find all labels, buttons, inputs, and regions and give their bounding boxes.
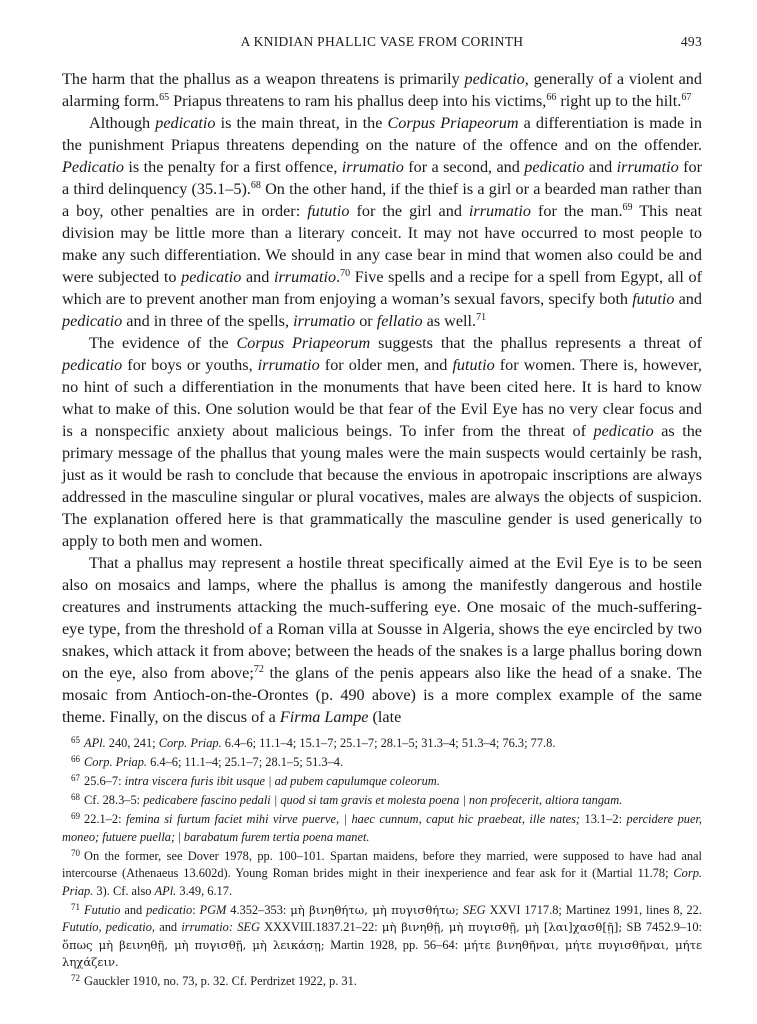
footnote-71: $^{71}$ Fututio and pedicatio: PGM 4.352–353: μὴ βινηθήτω, μὴ πυγισθήτω; SEG XXVI 1717.8; Martinez 1991, lines 8, 22. Fututio, pedicatio, and irrumatio: SEG XXXVIII.1837.21–22: μὴ βινηθῇ, μὴ πυγισθῇ, μὴ [λαι]χασθ[ῇ]; SB 7452.9–10: ὅπως μὴ βεινηθῇ, μὴ πυγισθῇ, μὴ λεικάσῃ; Martin 1928, pp. 56–64: μήτε βινηθῆναι, μήτε πυγισθῆναι, μήτε ληχάζειν. [62,901,703,970]
footnote-ref-71[interactable]: 71 [476,312,487,323]
footnotes [62,735,702,991]
footnote-65: $^{65}$ APl. 240, 241; Corp. Priap. 6.4–6; 11.1–4; 15.1–7; 25.1–7; 28.1–5; 31.3–4; 51.3–4; 76.3; 77.8. [71,735,556,750]
footnote-number: 66 [71,753,80,764]
footnote-ref-68[interactable]: 68 [250,180,261,191]
footnote-number: 68 [71,791,80,802]
paragraph-2: Although pedicatio is the main threat, in the Corpus Priapeorum a differentiation is made in the punishment Priapus threatens depending on the nature of the offence and on the offender. Pedicatio is the penalty for a first offence, irrumatio for a second, and pedicatio and irrumatio for a third delinquency (35.1–5).$^{68}$ On the other hand, if the thief is a girl or a bearded man rather than a boy, other penalties are in order: fututio for the girl and irrumatio for the man.$^{69}$ This neat division may be little more than a literary conceit. It may not have occurred to most people to make any such differentiation. We should in any case bear in mind that women also could be and were subjected to pedicatio and irrumatio.$^{70}$ Five spells and a recipe for a spell from Egypt, all of which are to prevent another man from enjoying a woman’s sexual favors, specify both fututio and pedicatio and in three of the spells, irrumatio or fellatio as well.$^{71}$ [62,114,702,330]
footnote-ref-72[interactable]: 72 [253,664,264,675]
footnote-69: $^{69}$ 22.1–2: femina si furtum faciet mihi virve puerve, | haec cunnum, caput hic praebeat, ille nates; 13.1–2: percidere puer, moneo; futuere puella; | barabatum furem tertia poena manet. [62,810,703,844]
paragraph-4: That a phallus may represent a hostile threat specifically aimed at the Evil Eye is to be seen also on mosaics and lamps, where the phallus is among the manifestly dangerous and hostile creatures and instruments attacking the much-suffering eye. One mosaic of the much-suffering-eye type, from the threshold of a Roman villa at Sousse in Algeria, shows the eye encircled by two snakes, which attack it from above; between the heads of the snakes is a large phallus boring down on the eye, also from above;$^{72}$ the glans of the penis appears also like the head of a snake. The mosaic from Antioch-on-the-Orontes (p. 490 above) is a more complex example of the same theme. Finally, on the discus of a Firma Lampe (late [62,554,702,726]
paragraph-3: The evidence of the Corpus Priapeorum suggests that the phallus represents a threat of pedicatio for boys or youths, irrumatio for older men, and fututio for women. There is, however, no hint of such a differentiation in the monuments that have been cited here. It is hard to know what to make of this. One solution would be that fear of the Evil Eye has no very clear focus and is a nonspecific anxiety about malicious beings. To infer from the threat of pedicatio as the primary message of the phallus that young males were the main suspects would certainly be rash, just as it would be rash to conclude that because the envious in apotropaic inscriptions are always addressed in the masculine singular or plural vocatives, males are always the objects of suspicion. The explanation offered here is that grammatically the masculine gender is used generically to apply to both men and women. [62,334,703,550]
footnote-67: $^{67}$ 25.6–7: intra viscera furis ibit usque | ad pubem capulumque coleorum. [71,772,440,788]
footnote-70: $^{70}$ On the former, see Dover 1978, pp. 100–101. Spartan maidens, before they married, were supposed to have had anal intercourse (Athenaeus 13.602d). Young Roman brides might in their inexperience and fear ask for it (Martial 11.78; Corp. Priap. 3). Cf. also APl. 3.49, 6.17. [62,847,702,898]
footnote-number: 67 [71,772,80,783]
footnote-number: 65 [71,735,80,745]
footnote-ref-65[interactable]: 65 [159,92,170,103]
footnote-66: $^{66}$ Corp. Priap. 6.4–6; 11.1–4; 25.1–7; 28.1–5; 51.3–4. [71,753,344,769]
footnote-number: 69 [71,810,80,821]
footnote-number: 71 [71,901,80,912]
footnote-72: $^{72}$ Gauckler 1910, no. 73, p. 32. Cf. Perdrizet 1922, p. 31. [71,973,357,989]
footnote-number: 72 [71,973,80,984]
paragraph-1: The harm that the phallus as a weapon threatens is primarily pedicatio, generally of a violent and alarming form.$^{65}$ Priapus threatens to ram his phallus deep into his victims,$^{66}$ right up to the hilt.$^{67}$ [62,70,702,110]
footnote-ref-69[interactable]: 69 [622,202,633,213]
page-number: 493 [680,34,702,49]
body-text [62,68,702,728]
running-header [62,34,702,54]
footnote-ref-70[interactable]: 70 [340,268,351,279]
footnote-ref-66[interactable]: 66 [546,92,557,103]
running-title: A KNIDIAN PHALLIC VASE FROM CORINTH [240,34,524,49]
footnote-ref-67[interactable]: 67 [681,92,692,103]
footnote-number: 70 [71,847,80,858]
footnote-68: $^{68}$ Cf. 28.3–5: pedicabere fascino pedali | quod si tam gravis et molesta poena | non profecerit, altiora tangam. [71,791,623,807]
